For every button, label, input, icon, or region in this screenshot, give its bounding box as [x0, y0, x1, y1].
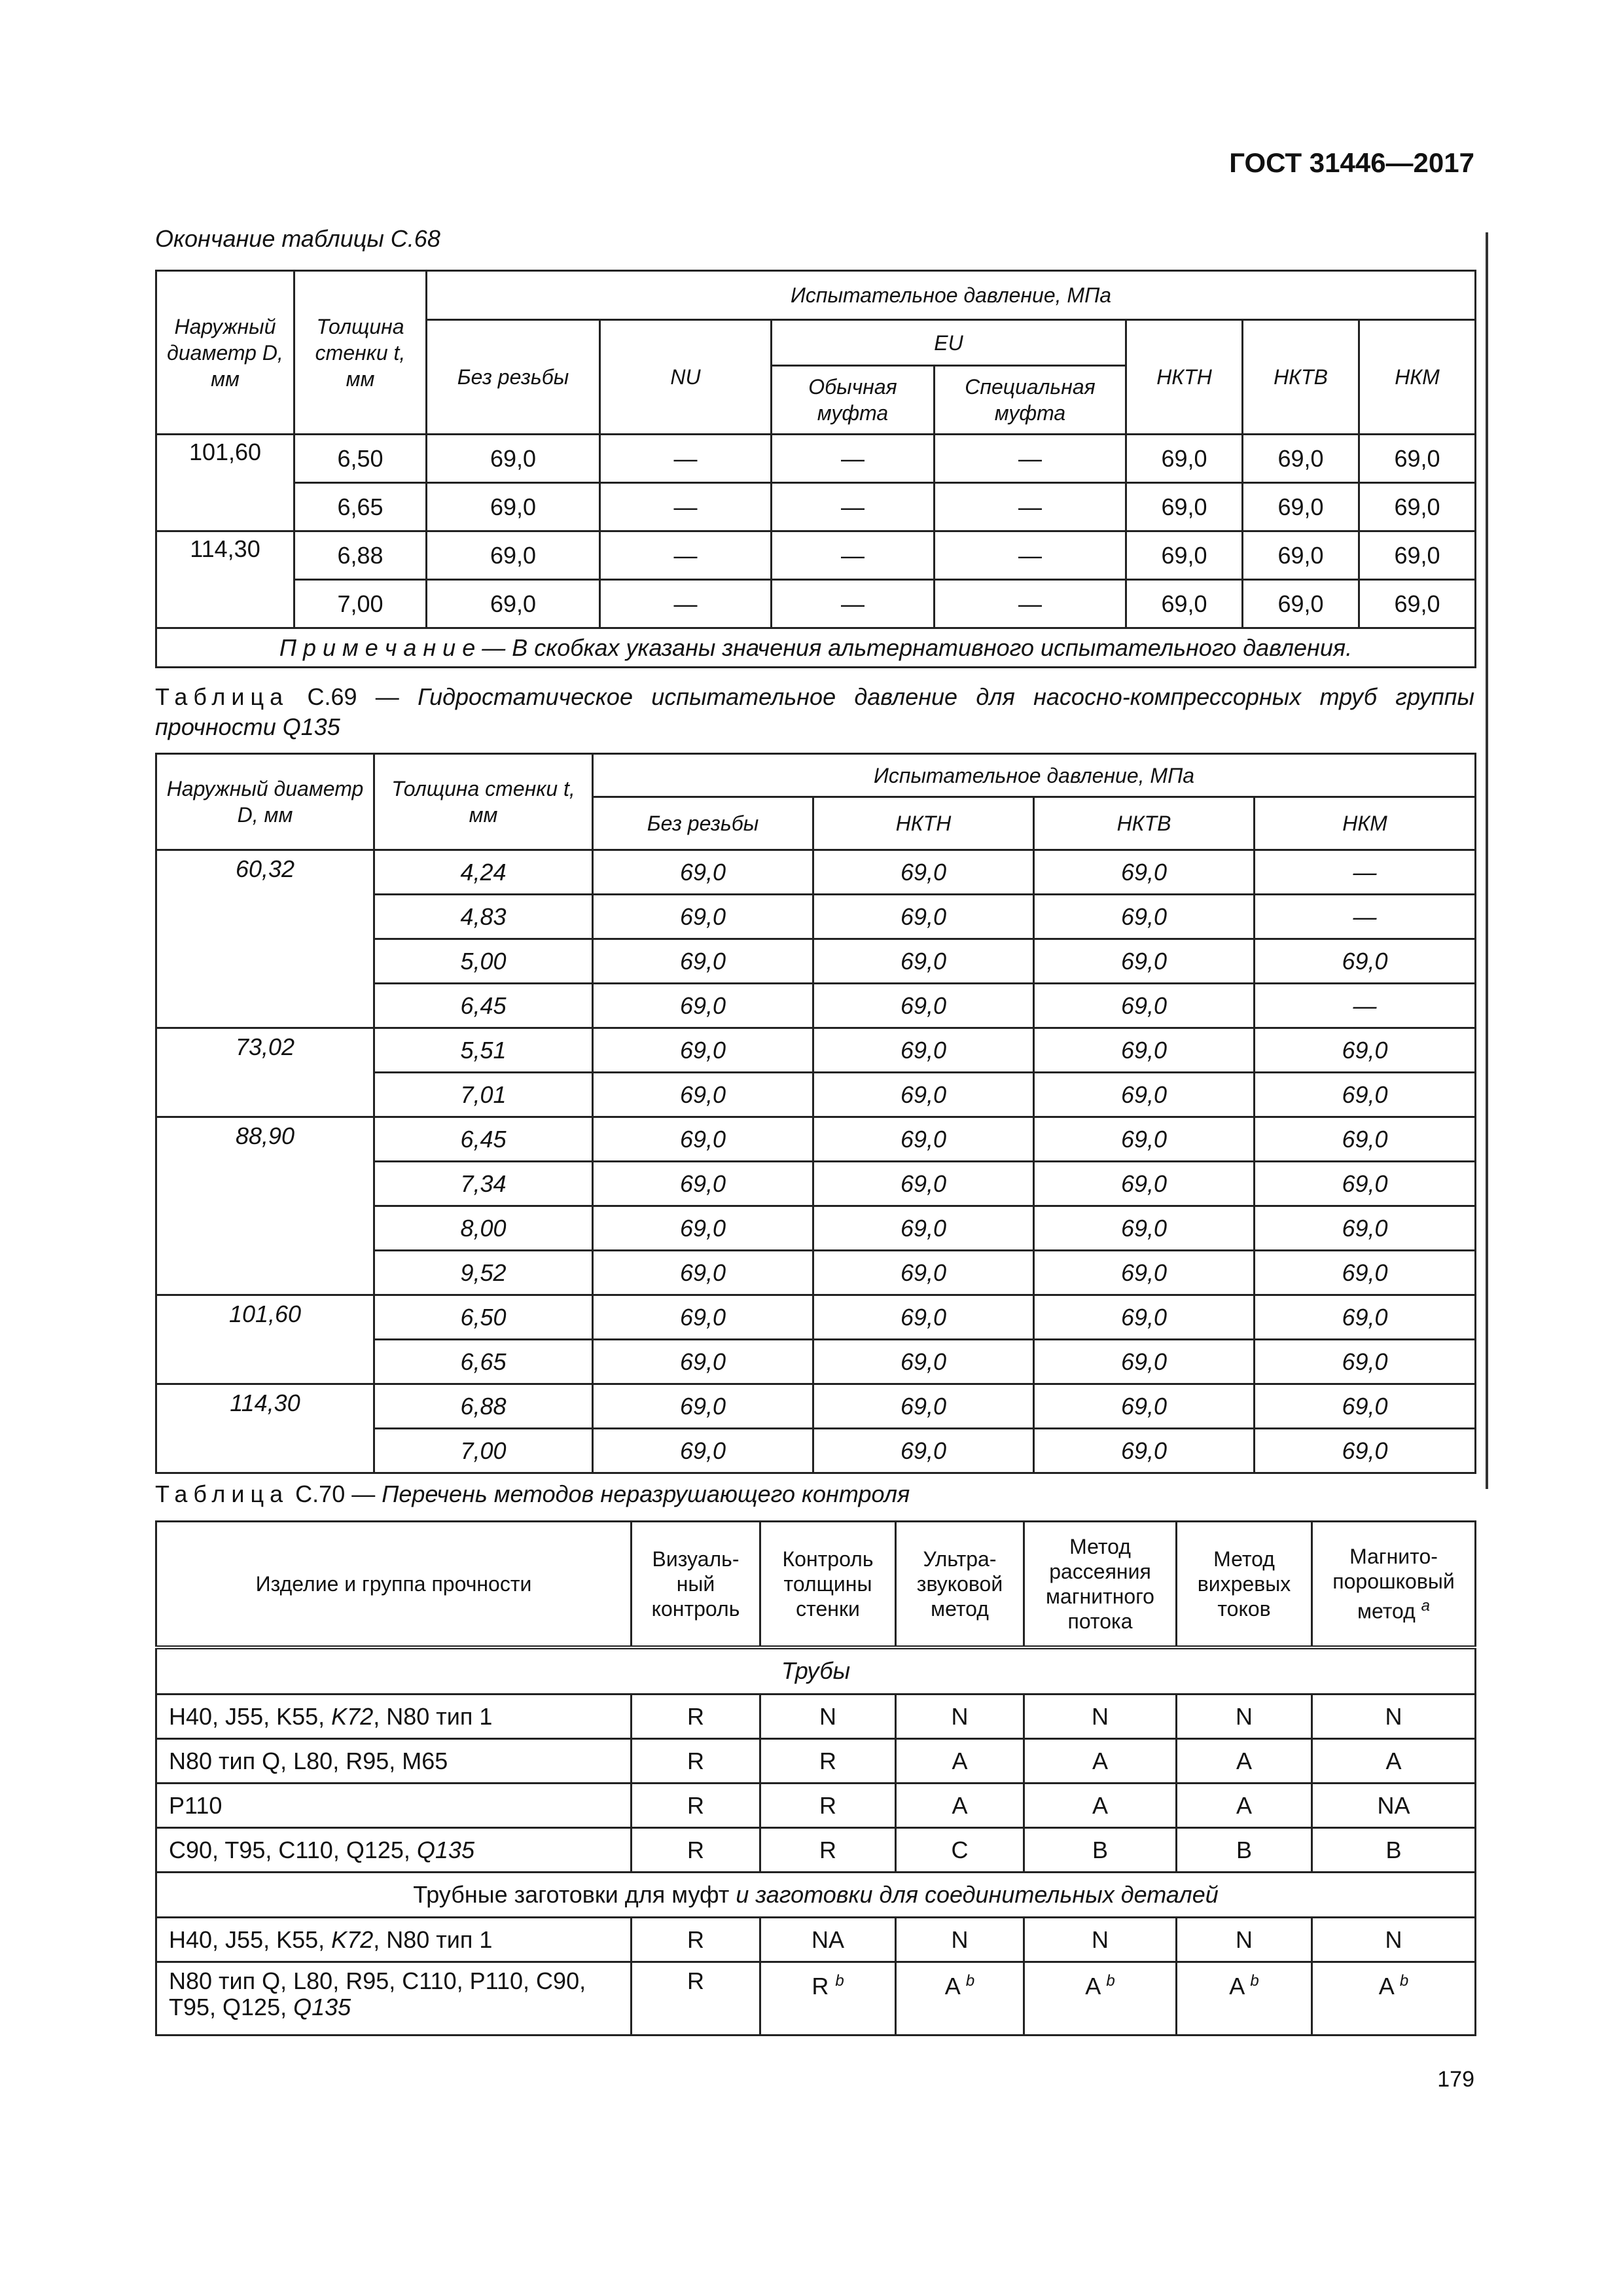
method-value: R [687, 1967, 704, 1994]
method-value: A [1092, 1791, 1108, 1819]
header-nkm: НКМ [1359, 320, 1476, 435]
thickness-cell: 9,52 [374, 1251, 593, 1295]
method-cell [1312, 1828, 1476, 1873]
method-cell [760, 1918, 896, 1962]
method-cell [896, 1784, 1024, 1828]
header-magnetic [1312, 1522, 1476, 1647]
method-value: N [951, 1926, 969, 1953]
table-row [156, 580, 1476, 628]
value-cell: 69,0 [1034, 939, 1255, 984]
header-flux: Метод рассеяния магнитного потока [1024, 1522, 1177, 1647]
method-value: A [1378, 1973, 1393, 2000]
value-cell: 69,0 [1255, 1384, 1476, 1429]
method-value: N [1385, 1702, 1402, 1730]
value-cell: 69,0 [1359, 531, 1476, 580]
value-cell: — [935, 531, 1126, 580]
method-cell [632, 1918, 760, 1962]
method-cell [760, 1695, 896, 1739]
value-cell: 69,0 [1255, 1073, 1476, 1117]
value-cell: 69,0 [1243, 483, 1359, 531]
method-value: A [944, 1973, 959, 2000]
method-cell [1312, 1739, 1476, 1784]
value-cell: 69,0 [593, 1073, 813, 1117]
method-cell [896, 1828, 1024, 1873]
header-nktn: НКТН [1126, 320, 1243, 435]
table-row [156, 531, 1476, 580]
value-cell: 69,0 [813, 1340, 1034, 1384]
item-text-italic: Q135 [293, 1994, 351, 2020]
header-magnetic-label: Магнито-порошковый метод [1332, 1544, 1455, 1623]
value-cell: — [772, 483, 935, 531]
item-text-b: , N80 тип 1 [373, 1702, 493, 1730]
method-cell [632, 1695, 760, 1739]
value-cell: 69,0 [1034, 1429, 1255, 1473]
table-row [156, 1295, 1476, 1340]
value-cell: — [600, 435, 772, 483]
method-value: N [819, 1702, 836, 1730]
thickness-cell: 6,88 [294, 531, 427, 580]
value-cell: 69,0 [813, 984, 1034, 1028]
document-id: ГОСТ 31446—2017 [1229, 147, 1474, 178]
diameter-cell: 114,30 [156, 531, 294, 628]
header-item: Изделие и группа прочности [156, 1522, 632, 1647]
thickness-cell: 4,24 [374, 850, 593, 895]
thickness-cell: 8,00 [374, 1206, 593, 1251]
value-cell: 69,0 [1034, 1117, 1255, 1162]
footnote-b: b [1250, 1972, 1259, 1990]
value-cell: 69,0 [813, 1073, 1034, 1117]
value-cell: 69,0 [1255, 1117, 1476, 1162]
method-cell [896, 1739, 1024, 1784]
thickness-cell: 7,34 [374, 1162, 593, 1206]
thickness-cell: 6,88 [374, 1384, 593, 1429]
value-cell: — [1255, 850, 1476, 895]
method-value: R [687, 1702, 704, 1730]
thickness-cell: 6,65 [374, 1340, 593, 1384]
method-cell [632, 1739, 760, 1784]
method-cell [1024, 1784, 1177, 1828]
header-diameter: Наружный диаметр D, мм [156, 271, 294, 435]
thickness-cell: 7,00 [374, 1429, 593, 1473]
value-cell: 69,0 [1126, 580, 1243, 628]
table-row [156, 1028, 1476, 1073]
value-cell: 69,0 [593, 939, 813, 984]
page-number: 179 [1437, 2067, 1474, 2092]
method-value: N [1092, 1702, 1109, 1730]
value-cell: 69,0 [593, 1340, 813, 1384]
value-cell: — [935, 435, 1126, 483]
method-value: R [819, 1747, 836, 1774]
value-cell: 69,0 [593, 1251, 813, 1295]
method-value: A [1229, 1973, 1244, 2000]
method-value: R [687, 1926, 704, 1953]
method-cell [1177, 1784, 1312, 1828]
value-cell: 69,0 [427, 435, 600, 483]
value-cell: 69,0 [1255, 1162, 1476, 1206]
header-nkm: НКМ [1255, 797, 1476, 850]
value-cell: 69,0 [813, 1251, 1034, 1295]
method-value: R [819, 1836, 836, 1863]
method-value: A [1236, 1791, 1252, 1819]
item-text-a: N80 тип Q, L80, R95, C110, P110, C90, T95, Q125, [169, 1967, 586, 2020]
diameter-cell: 101,60 [156, 435, 294, 531]
value-cell: 69,0 [1255, 1206, 1476, 1251]
value-cell: 69,0 [1243, 531, 1359, 580]
value-cell: 69,0 [1034, 1206, 1255, 1251]
value-cell: 69,0 [1359, 580, 1476, 628]
value-cell: 69,0 [813, 895, 1034, 939]
value-cell: 69,0 [813, 1206, 1034, 1251]
value-cell: 69,0 [427, 580, 600, 628]
header-eu-regular: Обычная муфта [772, 366, 935, 435]
thickness-cell: 6,50 [294, 435, 427, 483]
value-cell: 69,0 [1255, 939, 1476, 984]
method-cell [1177, 1695, 1312, 1739]
header-thickness: Контроль толщины стенки [760, 1522, 896, 1647]
thickness-cell: 7,01 [374, 1073, 593, 1117]
table-row [156, 1828, 1476, 1873]
method-cell [1312, 1918, 1476, 1962]
value-cell: 69,0 [427, 531, 600, 580]
header-pressure: Испытательное давление, МПа [593, 754, 1476, 797]
value-cell: 69,0 [1255, 1251, 1476, 1295]
method-cell [896, 1695, 1024, 1739]
table-row [156, 850, 1476, 895]
item-text-italic: K72 [331, 1926, 374, 1953]
method-cell [1312, 1784, 1476, 1828]
table-row [156, 1384, 1476, 1429]
header-plain: Без резьбы [593, 797, 813, 850]
method-cell [760, 1828, 896, 1873]
method-value: R [687, 1836, 704, 1863]
item-text-a: Н40, J55, K55, [169, 1702, 332, 1730]
method-value: A [1236, 1747, 1252, 1774]
item-cell [156, 1918, 632, 1962]
item-text-a: C90, T95, C110, Q125, [169, 1836, 417, 1863]
value-cell: 69,0 [593, 1162, 813, 1206]
caption-prefix: Таблица [155, 683, 289, 710]
table-row [156, 1784, 1476, 1828]
value-cell: — [772, 580, 935, 628]
value-cell: 69,0 [593, 850, 813, 895]
value-cell: 69,0 [1034, 1251, 1255, 1295]
value-cell: 69,0 [1034, 895, 1255, 939]
item-text-b: , N80 тип 1 [373, 1926, 493, 1953]
footnote-b: b [835, 1972, 844, 1990]
value-cell: 69,0 [1034, 1028, 1255, 1073]
header-thickness: Толщина стенки t, мм [374, 754, 593, 850]
footnote-b: b [965, 1972, 975, 1990]
footnote-a: a [1421, 1596, 1431, 1615]
method-value: R [687, 1747, 704, 1774]
header-eddy: Метод вихревых токов [1177, 1522, 1312, 1647]
table-c70-caption [155, 1479, 910, 1509]
value-cell: 69,0 [813, 1295, 1034, 1340]
table-row [156, 1695, 1476, 1739]
method-value: A [952, 1791, 968, 1819]
footnote-b: b [1106, 1972, 1115, 1990]
value-cell: 69,0 [1243, 435, 1359, 483]
value-cell: — [600, 483, 772, 531]
value-cell: 69,0 [593, 1117, 813, 1162]
value-cell: 69,0 [1255, 1028, 1476, 1073]
table-row [156, 1739, 1476, 1784]
diameter-cell: 114,30 [156, 1384, 374, 1473]
method-value: A [952, 1747, 968, 1774]
method-value: N [1385, 1926, 1402, 1953]
table-c68 [155, 270, 1476, 668]
diameter-cell: 73,02 [156, 1028, 374, 1117]
header-eu: EU [772, 320, 1126, 366]
method-value: C [951, 1836, 969, 1863]
table-c69 [155, 753, 1476, 1474]
value-cell: — [772, 435, 935, 483]
thickness-cell: 6,45 [374, 1117, 593, 1162]
header-ultrasonic: Ультра-звуковой метод [896, 1522, 1024, 1647]
method-cell [632, 1828, 760, 1873]
header-nktn: НКТН [813, 797, 1034, 850]
value-cell: — [935, 483, 1126, 531]
value-cell: 69,0 [813, 1162, 1034, 1206]
method-value: A [1085, 1973, 1100, 2000]
item-cell [156, 1695, 632, 1739]
method-cell [1177, 1739, 1312, 1784]
value-cell: 69,0 [1126, 531, 1243, 580]
thickness-cell: 5,00 [374, 939, 593, 984]
footnote-b: b [1399, 1972, 1409, 1990]
header-nu: NU [600, 320, 772, 435]
value-cell: 69,0 [1034, 850, 1255, 895]
item-text-a: Н40, J55, K55, [169, 1926, 332, 1953]
value-cell: — [600, 580, 772, 628]
value-cell: 69,0 [427, 483, 600, 531]
value-cell: 69,0 [1359, 483, 1476, 531]
item-text-italic: Q135 [416, 1836, 474, 1863]
table-row [156, 1962, 1476, 2036]
method-value: N [1236, 1702, 1253, 1730]
value-cell: 69,0 [813, 1028, 1034, 1073]
method-value: B [1385, 1836, 1402, 1863]
value-cell: 69,0 [593, 1384, 813, 1429]
method-value: B [1092, 1836, 1108, 1863]
thickness-cell: 6,50 [374, 1295, 593, 1340]
method-cell [1312, 1695, 1476, 1739]
value-cell: 69,0 [813, 1429, 1034, 1473]
method-cell [1312, 1962, 1476, 2036]
value-cell: 69,0 [813, 1384, 1034, 1429]
method-cell [760, 1739, 896, 1784]
thickness-cell: 4,83 [374, 895, 593, 939]
table-c70 [155, 1520, 1476, 2036]
value-cell: 69,0 [1255, 1429, 1476, 1473]
item-cell [156, 1739, 632, 1784]
method-value: A [1092, 1747, 1108, 1774]
thickness-cell: 6,65 [294, 483, 427, 531]
item-cell [156, 1784, 632, 1828]
method-value: R [812, 1973, 829, 2000]
table-row [156, 435, 1476, 483]
header-plain: Без резьбы [427, 320, 600, 435]
diameter-cell: 60,32 [156, 850, 374, 1028]
item-text-a: N80 тип Q, L80, R95, M65 [169, 1747, 448, 1774]
header-thickness: Толщина стенки t, мм [294, 271, 427, 435]
table-note: П р и м е ч а н и е — В скобках указаны значения альтернативного испытательного давления. [156, 628, 1476, 668]
value-cell: 69,0 [1359, 435, 1476, 483]
caption-text: Гидростатическое испытательное давление для насосно-компрессорных труб группы прочности Q135 [155, 683, 1474, 740]
value-cell: 69,0 [1034, 1340, 1255, 1384]
method-cell [1024, 1828, 1177, 1873]
method-cell [1024, 1739, 1177, 1784]
diameter-cell: 101,60 [156, 1295, 374, 1384]
method-cell [1177, 1828, 1312, 1873]
item-cell [156, 1962, 632, 2036]
header-nktv: НКТВ [1243, 320, 1359, 435]
section-blanks-a: Трубные заготовки для муфт [413, 1881, 736, 1908]
value-cell: 69,0 [813, 850, 1034, 895]
value-cell: — [935, 580, 1126, 628]
value-cell: 69,0 [1034, 1162, 1255, 1206]
value-cell: 69,0 [1126, 483, 1243, 531]
method-cell [760, 1962, 896, 2036]
method-value: NA [811, 1926, 844, 1953]
header-diameter: Наружный диаметр D, мм [156, 754, 374, 850]
thickness-cell: 6,45 [374, 984, 593, 1028]
method-value: N [1092, 1926, 1109, 1953]
value-cell: 69,0 [593, 984, 813, 1028]
method-value: R [819, 1791, 836, 1819]
caption-text: Перечень методов неразрушающего контроля [382, 1480, 910, 1507]
caption-prefix: Таблица [155, 1480, 289, 1507]
change-bar [1486, 232, 1488, 1489]
caption-number: С.70 — [295, 1480, 376, 1507]
value-cell: 69,0 [813, 1117, 1034, 1162]
thickness-cell: 7,00 [294, 580, 427, 628]
value-cell: — [772, 531, 935, 580]
table-row [156, 483, 1476, 531]
value-cell: 69,0 [1034, 1384, 1255, 1429]
section-pipes: Трубы [156, 1647, 1476, 1695]
header-eu-special: Специальная муфта [935, 366, 1126, 435]
value-cell: 69,0 [813, 939, 1034, 984]
item-text-a: P110 [169, 1791, 223, 1819]
value-cell: 69,0 [593, 1028, 813, 1073]
method-cell [896, 1962, 1024, 2036]
item-text-italic: K72 [331, 1702, 374, 1730]
section-blanks [156, 1873, 1476, 1918]
value-cell: 69,0 [1034, 1295, 1255, 1340]
method-cell [1177, 1962, 1312, 2036]
value-cell: 69,0 [593, 1295, 813, 1340]
method-cell [632, 1962, 760, 2036]
value-cell: 69,0 [593, 1429, 813, 1473]
header-visual: Визуаль-ный контроль [632, 1522, 760, 1647]
method-cell [896, 1918, 1024, 1962]
method-value: N [1236, 1926, 1253, 1953]
method-cell [1024, 1918, 1177, 1962]
method-cell [1024, 1962, 1177, 2036]
table-c69-caption [155, 682, 1474, 742]
value-cell: 69,0 [593, 895, 813, 939]
method-value: B [1236, 1836, 1252, 1863]
value-cell: — [600, 531, 772, 580]
value-cell: 69,0 [593, 1206, 813, 1251]
value-cell: 69,0 [1126, 435, 1243, 483]
method-value: N [951, 1702, 969, 1730]
header-nktv: НКТВ [1034, 797, 1255, 850]
value-cell: 69,0 [1034, 984, 1255, 1028]
value-cell: 69,0 [1255, 1340, 1476, 1384]
method-value: R [687, 1791, 704, 1819]
method-cell [1177, 1918, 1312, 1962]
thickness-cell: 5,51 [374, 1028, 593, 1073]
value-cell: — [1255, 895, 1476, 939]
table-row [156, 1918, 1476, 1962]
value-cell: — [1255, 984, 1476, 1028]
value-cell: 69,0 [1243, 580, 1359, 628]
table-c68-caption: Окончание таблицы С.68 [155, 225, 440, 252]
value-cell: 69,0 [1255, 1295, 1476, 1340]
method-cell [632, 1784, 760, 1828]
method-value: A [1385, 1747, 1402, 1774]
section-blanks-b: и заготовки для соединительных деталей [736, 1881, 1219, 1908]
table-row [156, 1117, 1476, 1162]
diameter-cell: 88,90 [156, 1117, 374, 1295]
caption-number: С.69 — [307, 683, 399, 710]
method-cell [1024, 1695, 1177, 1739]
value-cell: 69,0 [1034, 1073, 1255, 1117]
method-value: NA [1377, 1791, 1410, 1819]
header-pressure: Испытательное давление, МПа [427, 271, 1476, 320]
method-cell [760, 1784, 896, 1828]
item-cell [156, 1828, 632, 1873]
